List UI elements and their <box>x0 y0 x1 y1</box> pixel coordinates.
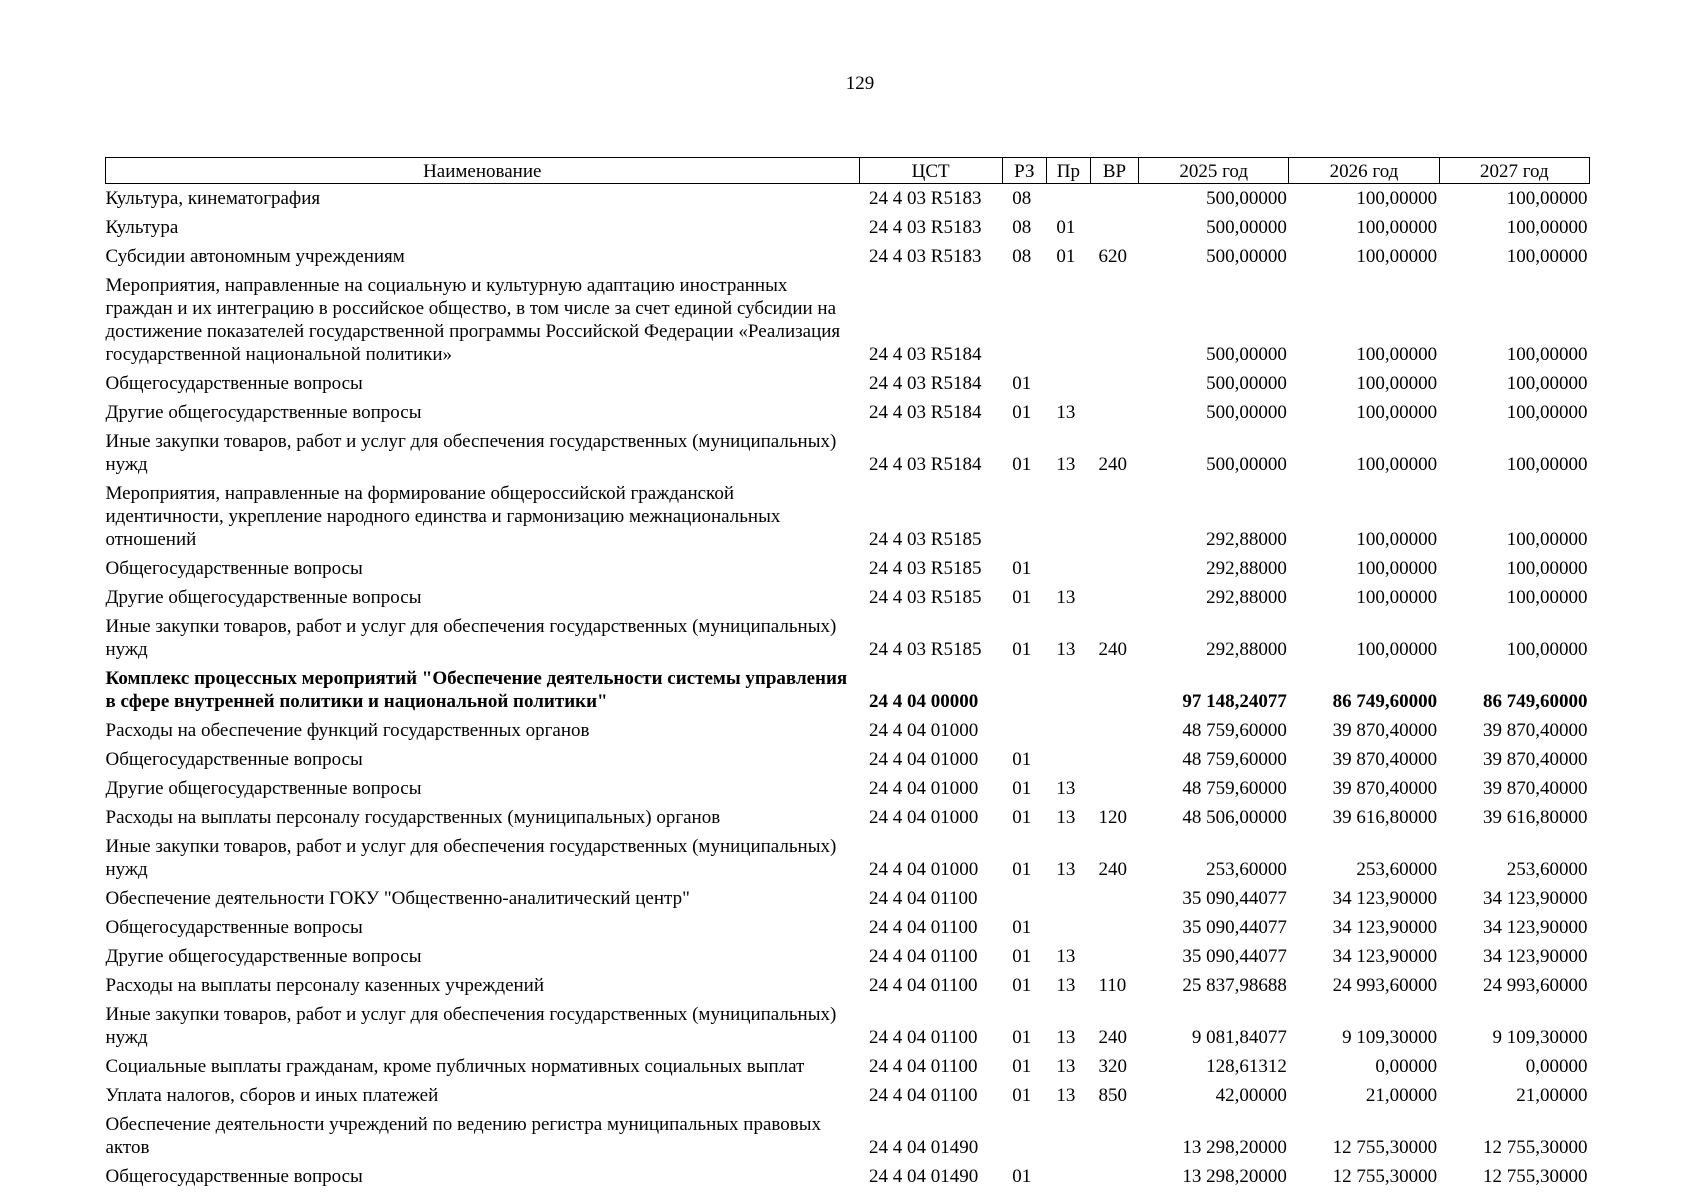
row-cst: 24 4 03 R5185 <box>869 529 982 550</box>
table-row <box>106 583 1590 612</box>
row-cst: 24 4 04 01000 <box>869 720 979 741</box>
row-vr <box>1090 369 1138 398</box>
row-2026: 100,00000 <box>1356 587 1438 608</box>
row-name: Общегосударственные вопросы <box>105 373 363 394</box>
row-name: Иные закупки товаров, работ и услуг для обеспечения государственных (муниципальных) нужд <box>105 616 837 660</box>
row-2025: 292,88000 <box>1206 639 1287 660</box>
row-cst: 24 4 04 01100 <box>869 888 978 909</box>
row-2027: 12 755,30000 <box>1483 1166 1588 1187</box>
row-rz: 01 <box>1012 558 1032 579</box>
table-row <box>106 398 1590 427</box>
table-row <box>106 803 1590 832</box>
page-number: 129 <box>845 73 875 94</box>
row-cst: 24 4 04 01490 <box>869 1166 979 1187</box>
table-row <box>106 1000 1590 1052</box>
row-2027: 12 755,30000 <box>1483 1137 1588 1158</box>
header-pr: Пр <box>1046 158 1090 184</box>
row-pr: 13 <box>1056 1085 1076 1106</box>
row-2026: 12 755,30000 <box>1332 1166 1438 1187</box>
table-row <box>106 716 1590 745</box>
table-row <box>106 832 1590 884</box>
table-row <box>106 1162 1590 1191</box>
table-row <box>106 427 1590 479</box>
row-cst: 24 4 04 01000 <box>869 807 979 828</box>
row-2027: 100,00000 <box>1506 373 1588 394</box>
row-2027: 253,60000 <box>1506 859 1588 880</box>
row-vr <box>1090 913 1138 942</box>
row-2025: 292,88000 <box>1206 558 1287 579</box>
row-name: Расходы на выплаты персоналу государственных (муниципальных) органов <box>105 807 721 828</box>
row-rz: 01 <box>1012 1166 1032 1187</box>
row-rz: 01 <box>1012 373 1032 394</box>
row-cst: 24 4 04 01100 <box>869 1085 978 1106</box>
table-row <box>106 1052 1590 1081</box>
row-name: Расходы на обеспечение функций государственных органов <box>105 720 590 741</box>
row-2026: 12 755,30000 <box>1332 1137 1438 1158</box>
row-2026: 100,00000 <box>1356 217 1438 238</box>
row-name: Обеспечение деятельности ГОКУ "Общественно-аналитический центр" <box>105 888 690 909</box>
row-pr <box>1046 369 1090 398</box>
table-row <box>106 1081 1590 1110</box>
row-2025: 500,00000 <box>1206 217 1287 238</box>
table-row <box>106 884 1590 913</box>
row-2026: 39 870,40000 <box>1332 749 1438 770</box>
row-name: Иные закупки товаров, работ и услуг для обеспечения государственных (муниципальных) нужд <box>105 1004 837 1048</box>
row-cst: 24 4 04 01000 <box>869 749 979 770</box>
row-cst: 24 4 04 01100 <box>869 917 978 938</box>
row-2027: 100,00000 <box>1506 344 1588 365</box>
row-rz: 01 <box>1012 975 1032 996</box>
row-name: Мероприятия, направленные на формирование общероссийской гражданской идентичности, укрепление народного единства и гармонизацию межнациональных отношений <box>105 483 781 550</box>
row-vr <box>1090 554 1138 583</box>
row-rz <box>1002 271 1046 369</box>
row-pr: 13 <box>1056 859 1076 880</box>
row-pr: 13 <box>1056 402 1076 423</box>
row-name: Иные закупки товаров, работ и услуг для обеспечения государственных (муниципальных) нужд <box>105 431 837 475</box>
row-2027: 39 870,40000 <box>1483 749 1588 770</box>
row-2026: 86 749,60000 <box>1332 691 1438 712</box>
row-name: Общегосударственные вопросы <box>105 558 363 579</box>
row-2025: 500,00000 <box>1206 246 1287 267</box>
row-name: Комплекс процессных мероприятий "Обеспечение деятельности системы управления в сфере внутренней политики и национальной политики" <box>105 668 848 712</box>
header-2027: 2027 год <box>1439 158 1589 184</box>
table-header <box>106 158 1590 184</box>
row-pr <box>1046 271 1090 369</box>
row-vr <box>1090 479 1138 554</box>
table-row <box>106 271 1590 369</box>
row-rz <box>1002 1110 1046 1162</box>
row-rz: 01 <box>1012 946 1032 967</box>
row-2025: 9 081,84077 <box>1191 1027 1287 1048</box>
row-2027: 0,00000 <box>1525 1056 1588 1077</box>
header-cst: ЦСТ <box>859 158 1002 184</box>
row-cst: 24 4 04 01100 <box>869 1056 978 1077</box>
row-rz: 01 <box>1012 1027 1032 1048</box>
row-2025: 35 090,44077 <box>1182 917 1287 938</box>
row-vr <box>1090 213 1138 242</box>
row-vr <box>1090 774 1138 803</box>
row-rz: 01 <box>1012 749 1032 770</box>
row-vr: 620 <box>1098 246 1127 267</box>
row-2026: 39 870,40000 <box>1332 720 1438 741</box>
row-name: Общегосударственные вопросы <box>105 917 363 938</box>
table-row <box>106 942 1590 971</box>
row-cst: 24 4 03 R5185 <box>869 639 982 660</box>
row-rz: 01 <box>1012 807 1032 828</box>
row-cst: 24 4 04 01000 <box>869 859 979 880</box>
row-name: Другие общегосударственные вопросы <box>105 778 422 799</box>
row-pr: 13 <box>1056 1027 1076 1048</box>
row-name: Другие общегосударственные вопросы <box>105 587 422 608</box>
row-pr <box>1046 664 1090 716</box>
row-name: Мероприятия, направленные на социальную и культурную адаптацию иностранных граждан и их интеграцию в российское общество, в том числе за счет единой субсидии на достижение показателей государственной программы Российской Федерации «Реализация государственной национальной политики» <box>105 275 841 365</box>
row-2027: 100,00000 <box>1506 454 1588 475</box>
row-2026: 9 109,30000 <box>1342 1027 1438 1048</box>
row-2025: 48 759,60000 <box>1182 749 1287 770</box>
row-cst: 24 4 03 R5184 <box>869 344 982 365</box>
row-pr: 13 <box>1056 778 1076 799</box>
row-pr: 13 <box>1056 454 1076 475</box>
row-pr: 01 <box>1056 246 1076 267</box>
row-name: Социальные выплаты гражданам, кроме публичных нормативных социальных выплат <box>105 1056 805 1077</box>
row-vr <box>1090 1110 1138 1162</box>
row-pr: 13 <box>1056 946 1076 967</box>
table-row <box>106 913 1590 942</box>
row-pr: 13 <box>1056 975 1076 996</box>
row-pr: 13 <box>1056 639 1076 660</box>
row-name: Общегосударственные вопросы <box>105 1166 363 1187</box>
row-2026: 100,00000 <box>1356 344 1438 365</box>
row-vr: 240 <box>1098 639 1127 660</box>
header-rz: РЗ <box>1002 158 1046 184</box>
table-row <box>106 745 1590 774</box>
row-vr <box>1090 398 1138 427</box>
row-vr <box>1090 942 1138 971</box>
row-2027: 34 123,90000 <box>1483 946 1588 967</box>
header-name: Наименование <box>106 158 860 184</box>
row-2026: 100,00000 <box>1356 402 1438 423</box>
row-cst: 24 4 04 01100 <box>869 975 978 996</box>
row-2027: 100,00000 <box>1506 246 1588 267</box>
row-2025: 35 090,44077 <box>1182 888 1287 909</box>
row-2025: 500,00000 <box>1206 344 1287 365</box>
row-2025: 35 090,44077 <box>1182 946 1287 967</box>
row-name: Обеспечение деятельности учреждений по ведению регистра муниципальных правовых актов <box>105 1114 821 1158</box>
row-cst: 24 4 04 01000 <box>869 778 979 799</box>
row-pr <box>1046 913 1090 942</box>
row-2026: 100,00000 <box>1356 454 1438 475</box>
row-2026: 24 993,60000 <box>1332 975 1438 996</box>
row-vr: 240 <box>1098 859 1127 880</box>
row-pr <box>1046 479 1090 554</box>
row-cst: 24 4 03 R5184 <box>869 454 982 475</box>
row-2025: 500,00000 <box>1206 373 1287 394</box>
row-pr <box>1046 745 1090 774</box>
table-row <box>106 213 1590 242</box>
row-2026: 100,00000 <box>1356 529 1438 550</box>
table-row <box>106 971 1590 1000</box>
row-pr: 13 <box>1056 807 1076 828</box>
row-pr <box>1046 1162 1090 1191</box>
row-vr <box>1090 583 1138 612</box>
row-2027: 100,00000 <box>1506 558 1588 579</box>
row-rz: 01 <box>1012 454 1032 475</box>
row-cst: 24 4 04 00000 <box>869 691 979 712</box>
row-2025: 25 837,98688 <box>1182 975 1287 996</box>
row-2026: 0,00000 <box>1375 1056 1438 1077</box>
row-rz <box>1002 884 1046 913</box>
row-pr <box>1046 884 1090 913</box>
row-2025: 13 298,20000 <box>1182 1166 1287 1187</box>
row-2026: 34 123,90000 <box>1332 917 1438 938</box>
row-vr: 120 <box>1098 807 1127 828</box>
row-2025: 97 148,24077 <box>1182 691 1287 712</box>
row-vr: 850 <box>1098 1085 1127 1106</box>
row-rz: 08 <box>1012 246 1032 267</box>
row-2026: 34 123,90000 <box>1332 946 1438 967</box>
row-2025: 292,88000 <box>1206 529 1287 550</box>
row-rz: 01 <box>1012 1056 1032 1077</box>
row-cst: 24 4 03 R5183 <box>869 246 982 267</box>
row-rz: 01 <box>1012 587 1032 608</box>
row-rz: 08 <box>1012 217 1032 238</box>
row-rz: 01 <box>1012 402 1032 423</box>
row-name: Общегосударственные вопросы <box>105 749 363 770</box>
row-name: Культура <box>105 217 179 238</box>
row-pr: 13 <box>1056 1056 1076 1077</box>
header-vr: ВР <box>1090 158 1138 184</box>
row-2025: 128,61312 <box>1206 1056 1287 1077</box>
row-pr <box>1046 1110 1090 1162</box>
row-rz <box>1002 479 1046 554</box>
table-row <box>106 554 1590 583</box>
table-row <box>106 1110 1590 1162</box>
row-2027: 39 870,40000 <box>1483 720 1588 741</box>
row-pr: 13 <box>1056 587 1076 608</box>
row-rz: 08 <box>1012 188 1032 209</box>
row-2026: 253,60000 <box>1356 859 1438 880</box>
row-vr: 240 <box>1098 454 1127 475</box>
row-2026: 100,00000 <box>1356 373 1438 394</box>
row-cst: 24 4 03 R5184 <box>869 373 982 394</box>
row-pr: 01 <box>1056 217 1076 238</box>
row-2027: 9 109,30000 <box>1492 1027 1588 1048</box>
row-2025: 500,00000 <box>1206 454 1287 475</box>
row-2026: 34 123,90000 <box>1332 888 1438 909</box>
row-2025: 48 759,60000 <box>1182 720 1287 741</box>
row-name: Расходы на выплаты персоналу казенных учреждений <box>105 975 545 996</box>
row-rz: 01 <box>1012 1085 1032 1106</box>
row-2026: 100,00000 <box>1356 188 1438 209</box>
row-cst: 24 4 03 R5184 <box>869 402 982 423</box>
row-vr: 320 <box>1098 1056 1127 1077</box>
row-vr <box>1090 664 1138 716</box>
row-pr <box>1046 716 1090 745</box>
header-2026: 2026 год <box>1289 158 1439 184</box>
row-2026: 100,00000 <box>1356 246 1438 267</box>
row-vr <box>1090 884 1138 913</box>
row-2026: 21,00000 <box>1365 1085 1438 1106</box>
row-vr <box>1090 184 1138 214</box>
row-2027: 100,00000 <box>1506 529 1588 550</box>
row-vr <box>1090 745 1138 774</box>
row-name: Иные закупки товаров, работ и услуг для обеспечения государственных (муниципальных) нужд <box>105 836 837 880</box>
row-rz <box>1002 664 1046 716</box>
row-2027: 100,00000 <box>1506 188 1588 209</box>
row-name: Другие общегосударственные вопросы <box>105 402 422 423</box>
row-2027: 100,00000 <box>1506 402 1588 423</box>
row-2025: 48 506,00000 <box>1182 807 1287 828</box>
row-2027: 100,00000 <box>1506 217 1588 238</box>
row-pr <box>1046 184 1090 214</box>
row-cst: 24 4 03 R5185 <box>869 558 982 579</box>
row-2027: 100,00000 <box>1506 587 1588 608</box>
row-2025: 292,88000 <box>1206 587 1287 608</box>
table-row <box>106 612 1590 664</box>
row-vr: 240 <box>1098 1027 1127 1048</box>
row-rz: 01 <box>1012 778 1032 799</box>
row-2027: 100,00000 <box>1506 639 1588 660</box>
table-row <box>106 242 1590 271</box>
row-2026: 39 870,40000 <box>1332 778 1438 799</box>
row-rz: 01 <box>1012 917 1032 938</box>
table-row <box>106 664 1590 716</box>
row-vr <box>1090 271 1138 369</box>
row-2027: 21,00000 <box>1516 1085 1588 1106</box>
row-cst: 24 4 03 R5183 <box>869 217 982 238</box>
row-cst: 24 4 04 01100 <box>869 1027 978 1048</box>
row-vr: 110 <box>1098 975 1127 996</box>
row-2025: 500,00000 <box>1206 188 1287 209</box>
row-2025: 500,00000 <box>1206 402 1287 423</box>
row-2027: 39 616,80000 <box>1483 807 1588 828</box>
budget-table <box>105 157 1590 1191</box>
row-cst: 24 4 04 01490 <box>869 1137 979 1158</box>
row-vr <box>1090 716 1138 745</box>
row-name: Культура, кинематография <box>105 188 321 209</box>
row-rz <box>1002 716 1046 745</box>
table-row <box>106 184 1590 214</box>
row-rz: 01 <box>1012 859 1032 880</box>
row-2026: 39 616,80000 <box>1332 807 1438 828</box>
row-2027: 39 870,40000 <box>1483 778 1588 799</box>
row-2026: 100,00000 <box>1356 639 1438 660</box>
row-2025: 253,60000 <box>1206 859 1287 880</box>
row-pr <box>1046 554 1090 583</box>
table-body <box>106 184 1590 1192</box>
row-2027: 34 123,90000 <box>1483 917 1588 938</box>
row-cst: 24 4 03 R5185 <box>869 587 982 608</box>
row-cst: 24 4 04 01100 <box>869 946 978 967</box>
row-name: Уплата налогов, сборов и иных платежей <box>105 1085 439 1106</box>
row-2027: 86 749,60000 <box>1483 691 1588 712</box>
row-2027: 34 123,90000 <box>1483 888 1588 909</box>
table-row <box>106 774 1590 803</box>
row-2025: 48 759,60000 <box>1182 778 1287 799</box>
row-name: Субсидии автономным учреждениям <box>105 246 405 267</box>
row-2025: 42,00000 <box>1215 1085 1287 1106</box>
row-cst: 24 4 03 R5183 <box>869 188 982 209</box>
header-2025: 2025 год <box>1139 158 1289 184</box>
table-row <box>106 369 1590 398</box>
row-rz: 01 <box>1012 639 1032 660</box>
row-2026: 100,00000 <box>1356 558 1438 579</box>
row-2025: 13 298,20000 <box>1182 1137 1287 1158</box>
table-row <box>106 479 1590 554</box>
row-name: Другие общегосударственные вопросы <box>105 946 422 967</box>
row-2027: 24 993,60000 <box>1483 975 1588 996</box>
row-vr <box>1090 1162 1138 1191</box>
